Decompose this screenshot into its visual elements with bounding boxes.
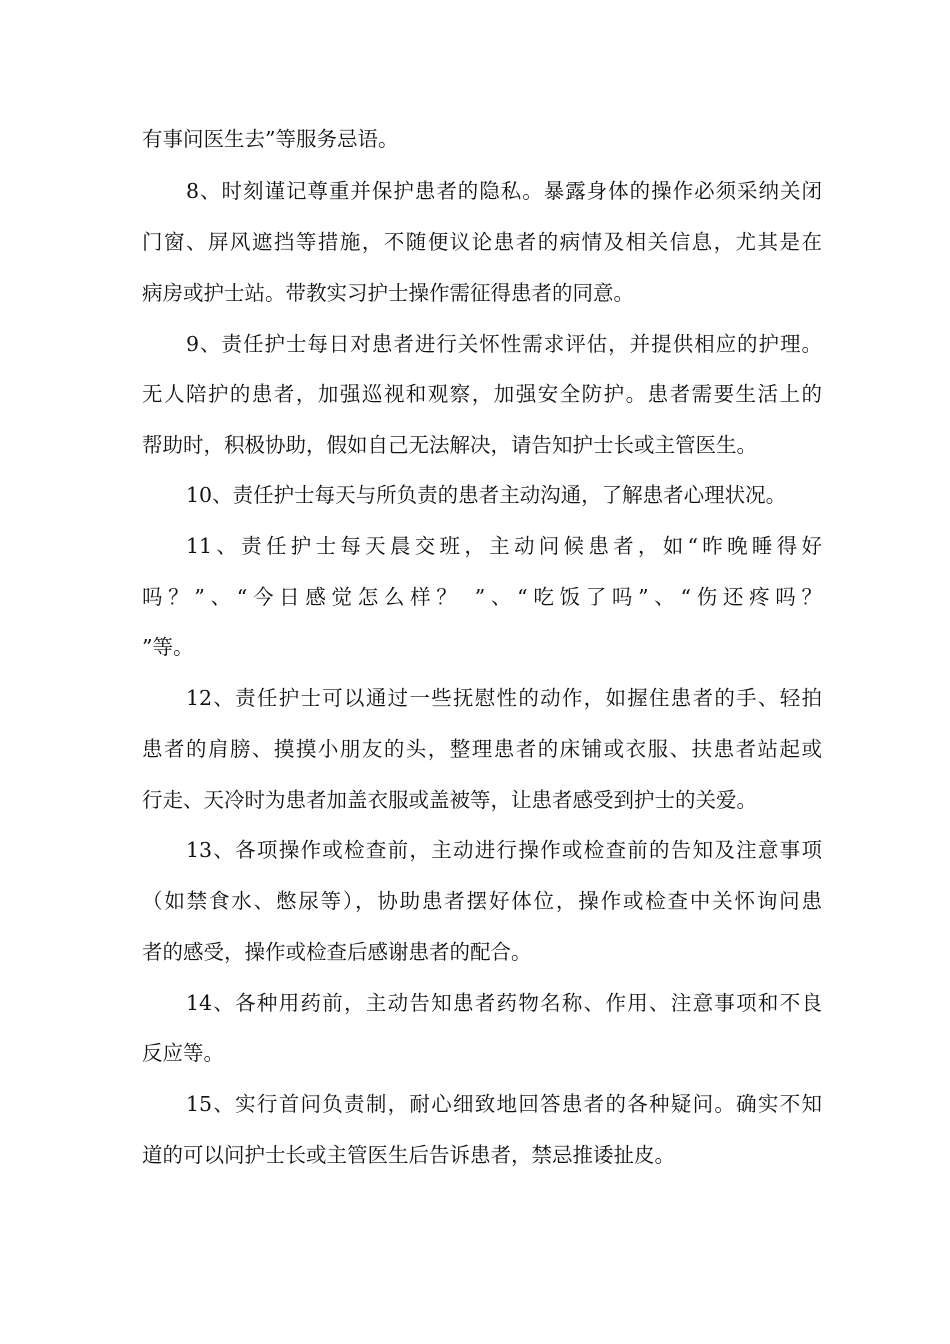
text-line: 11、责任护士每天晨交班，主动问候患者，如“昨晚睡得好 <box>186 534 822 558</box>
text-line: 反应等。 <box>142 1041 224 1065</box>
text-line: 患者的肩膀、摸摸小朋友的头，整理患者的床铺或衣服、扶患者站起或 <box>142 737 822 761</box>
text-line: 者的感受，操作或检查后感谢患者的配合。 <box>142 940 532 964</box>
text-line: （如禁食水、憋尿等），协助患者摆好体位，操作或检查中关怀询问患 <box>142 889 822 913</box>
text-line: 8、时刻谨记尊重并保护患者的隐私。暴露身体的操作必须采纳关闭 <box>186 179 822 203</box>
text-line: 行走、天冷时为患者加盖衣服或盖被等，让患者感受到护士的关爱。 <box>142 788 757 812</box>
text-line: 15、实行首问负责制，耐心细致地回答患者的各种疑问。确实不知 <box>186 1092 822 1116</box>
text-line: 9、责任护士每日对患者进行关怀性需求评估，并提供相应的护理。 <box>186 332 822 356</box>
text-line: 吗？”、“今日感觉怎么样？ ”、“吃饭了吗”、“伤还疼吗？ <box>142 585 822 609</box>
text-line: ”等。 <box>142 635 194 659</box>
text-line: 10、责任护士每天与所负责的患者主动沟通，了解患者心理状况。 <box>186 483 787 507</box>
text-line: 12、责任护士可以通过一些抚慰性的动作，如握住患者的手、轻拍 <box>186 686 822 710</box>
text-line: 门窗、屏风遮挡等措施，不随便议论患者的病情及相关信息，尤其是在 <box>142 230 822 254</box>
text-line: 道的可以问护士长或主管医生后告诉患者，禁忌推诿扯皮。 <box>142 1143 675 1167</box>
text-line: 13、各项操作或检查前，主动进行操作或检查前的告知及注意事项 <box>186 838 822 862</box>
text-line: 病房或护士站。带教实习护士操作需征得患者的同意。 <box>142 281 634 305</box>
text-line: 有事问医生去”等服务忌语。 <box>142 127 399 151</box>
text-line: 无人陪护的患者，加强巡视和观察，加强安全防护。患者需要生活上的 <box>142 382 822 406</box>
text-line: 14、各种用药前，主动告知患者药物名称、作用、注意事项和不良 <box>186 991 822 1015</box>
text-line: 帮助时，积极协助，假如自己无法解决，请告知护士长或主管医生。 <box>142 433 757 457</box>
